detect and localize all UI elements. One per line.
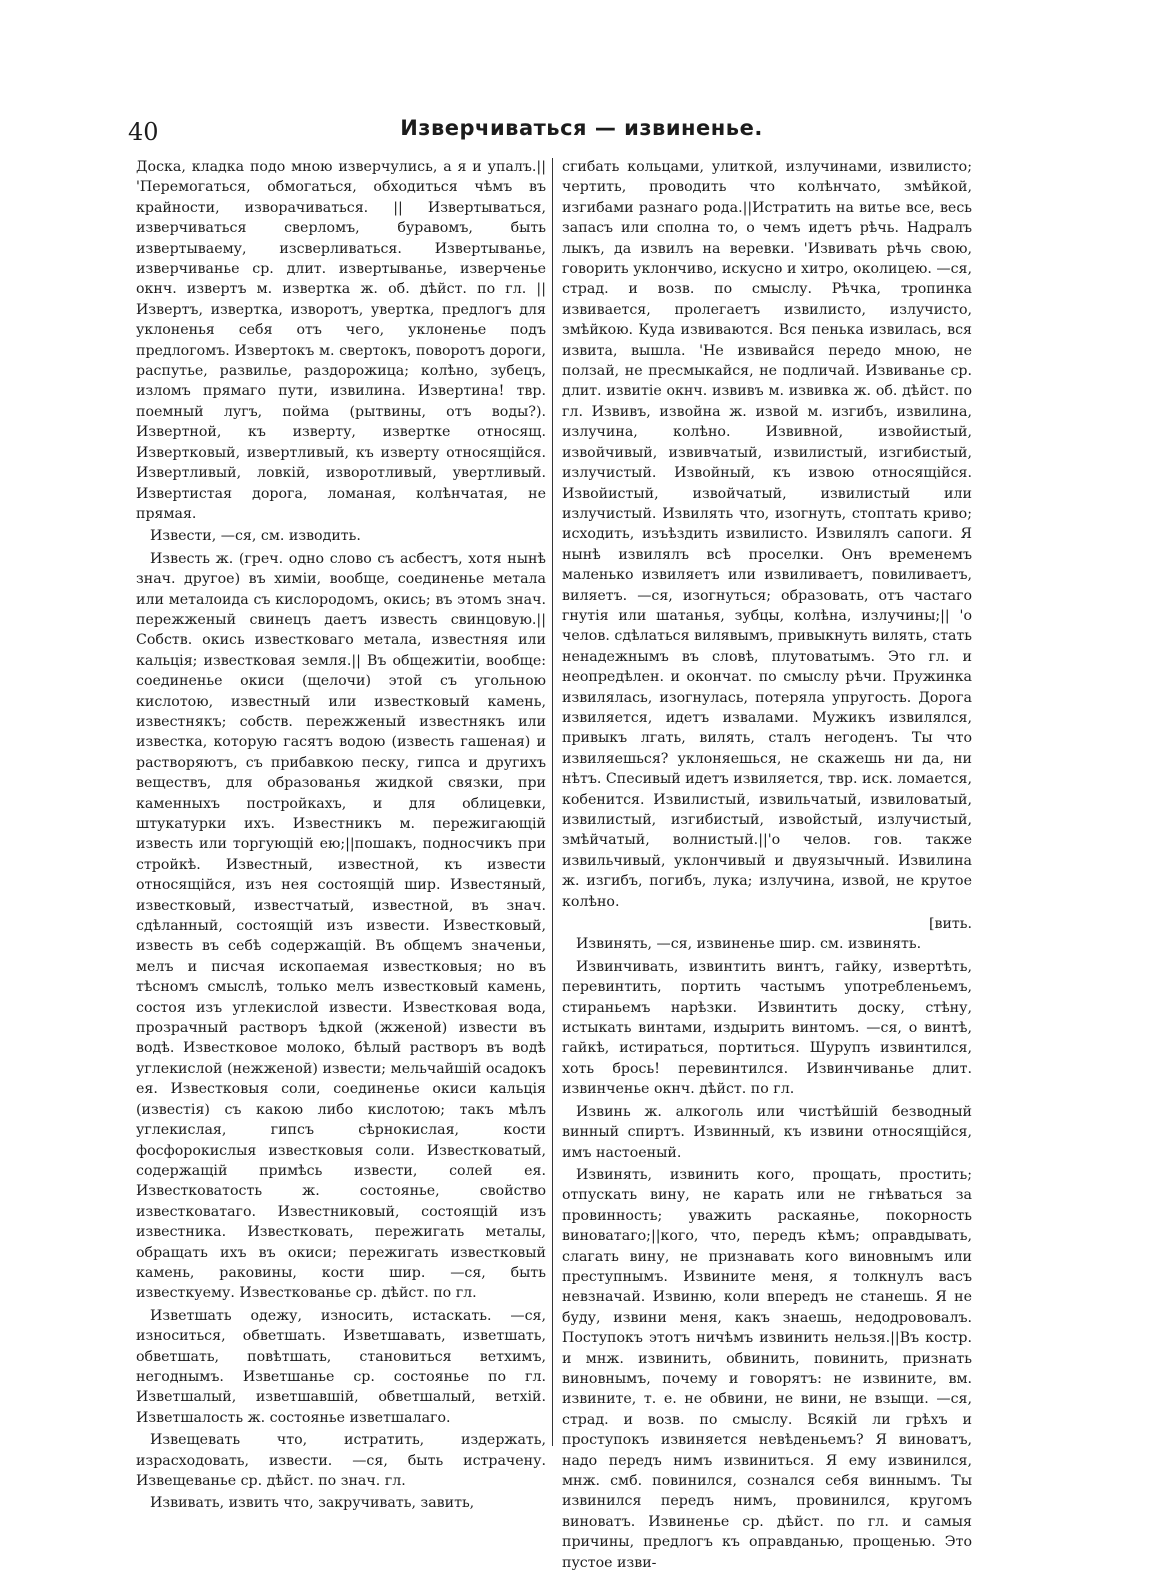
- entry-izvinyat: Извинять, извинить кого, прощать, простить; отпускать вину, не карать или не гнѣваться за провинность; уважить раскаянье, покорность виноватаго;||кого, что, передъ кѣмъ; оправдывать, слагать вину, не признавать кого виновнымъ или преступнымъ. Извините меня, я толкнулъ васъ невзначай. Извиню, коли впередъ не станешь. Я не буду, извини меня, какъ знаешь, недодрововалъ. Поступокъ этотъ ничѣмъ извинить нельзя.||Въ костр. и мнж. извинить, обвинить, повинить, признать виновнымъ, почему и говорятъ: не извините, вм. извините, т. е. не обвини, не вини, не взыщи. —ся, страд. и возв. по смыслу. Всякій ли грѣхъ и проступокъ извиняется невѣденьемъ? Я виноватъ, надо передъ нимъ извиниться. Я ему извинился, мнж. смб. повинился, сознался себя виннымъ. Ты извинился передъ нимъ, провинился, кругомъ виноватъ. Извиненье ср. дѣйст. по гл. и самыя причины, предлогъ къ оправданью, прощенью. Это пустое изви-: [562, 1166, 972, 1571]
- left-column: [136, 157, 546, 1512]
- entry-izvesti: Извести, —ся, см. изводить.: [150, 528, 361, 545]
- entry-izvetshat: Изветшать одежу, износить, истаскать. —ся, износиться, обветшать. Изветшавать, изветшать, обветшать, повѣтшать, становиться ветхимъ, негоднымъ. Изветшанье ср. состоянье по гл. Изветшалый, изветшавшій, обветшалый, ветхій. Изветшалость ж. состоянье изветшалаго.: [136, 1307, 546, 1426]
- entry-izvest: Известь ж. (греч. одно слово съ асбестъ, хотя нынѣ знач. другое) въ химіи, вообще, соединенье метала или металоида съ кислородомъ, окись; въ этомъ знач. пережженый свинецъ даетъ известь свинцовую.||Собств. окись известковаго метала, известняя или кальція; известковая земля.|| Въ общежитіи, вообще: соединенье окиси (щелочи) этой съ угольною кислотою, известный или известковый камень, известнякъ; собств. пережженый известнякъ или известка, которую гасятъ водою (известь гашеная) и растворяютъ, съ прибавкою песку, гипса и другихъ веществъ, для образованья жидкой связки, при каменныхъ постройкахъ, и для облицевки, штукатурки ихъ. Известникъ м. пережигающій известь или торгующій ею;||пошакъ, подносчикъ при стройкѣ. Известный, известной, къ извести относящійся, изъ нея состоящій шир. Известяный, известковый, известчатый, известной, въ знач. сдѣланный, состоящій изъ извести. Известковый, известь въ себѣ содержащій. Въ общемъ значеньи, мелъ и писчая ископаемая известковыя; но въ тѣсномъ смыслѣ, только мелъ известковый камень, состоя изъ углекислой извести. Известковая вода, прозрачный растворъ ѣдкой (жженой) извести въ водѣ. Известковое молоко, бѣлый растворъ въ водѣ углекислой (нежженой) извести; мельчайшій осадокъ ея. Известковыя соли, соединенье окиси кальція (известія) съ какою либо кислотою; такъ мѣлъ углекислая, гипсъ сѣрнокислая, кости фосфорокислыя известковыя соли. Известковатый, содержащій примѣсь извести, солей ея. Известковатость ж. состоянье, свойство известковатаго. Известниковый, состоящій изъ известника. Известковать, пережигать металы, обращать ихъ въ окиси; пережигать известковый камень, раковины, кости шир. —ся, быть известкуему. Известкованье ср. дѣйст. по гл.: [136, 550, 546, 1302]
- right-column: [562, 157, 972, 1571]
- entry-izvinyat-ref: Извинять, —ся, извиненье шир. см. извинять.: [576, 936, 922, 953]
- entry-izvinchivat: Извинчивать, извинтить винтъ, гайку, извертѣть, перевинтить, портить частымъ употребленьемъ, стираньемъ нарѣзки. Извинтить доску, стѣну, истыкать винтами, издырить винтомъ. —ся, о винтѣ, гайкѣ, истираться, портиться. Шурупъ извинтился, хоть брось! перевинтился. Извинчиванье длит. извинченье окнч. дѣйст. по гл.: [562, 958, 972, 1098]
- entry-izvertyvatsya: Доска, кладка подо мною изверчулись, а я и упалъ.|| 'Перемогаться, обмогаться, обходиться чѣмъ въ крайности, изворачиваться. || Извертываться, изверчиваться сверломъ, буравомъ, быть извертываему, изсверливаться. Извертыванье, изверчиванье ср. длит. извертыванье, изверченье окнч. извертъ м. извертка ж. об. дѣйст. по гл. || Извертъ, извертка, изворотъ, увертка, предлогъ для уклоненья себя отъ чего, уклоненье подъ предлогомъ. Извертокъ м. свертокъ, поворотъ дороги, распутье, развилье, раздорожица; колѣно, зубецъ, изломъ прямаго пути, извилина. Извертина! твр. поемный лугъ, пойма (рытвины, отъ воды?). Извертной, къ изверту, извертке относящ. Извертковый, извертливый, къ изверту относящійся. Извертливый, ловкій, изворотливый, увертливый. Извертистая дорога, ломаная, колѣнчатая, не прямая.: [136, 159, 546, 522]
- page-number: 40: [128, 118, 159, 146]
- entry-izveshchevat: Извещевать что, истратить, издержать, израсходовать, извести. —ся, быть истрачену. Извещеванье ср. дѣйст. по знач. гл.: [136, 1432, 546, 1489]
- entry-izvivat-cont: сгибать кольцами, улиткой, излучинами, извилисто; чертить, проводить что колѣнчато, змѣйкой, изгибами разнаго рода.||Истратить на витье все, весь запасъ или сполна то, о чемъ идетъ рѣчь. Надралъ лыкъ, да извилъ на веревки. 'Извивать рѣчь свою, говорить уклончиво, искусно и хитро, околицею. —ся, страд. и возв. по смыслу. Рѣчка, тропинка извивается, пролегаетъ извилисто, излучисто, змѣйкою. Куда извиваются. Вся пенька извилась, вся извита, вышла. 'Не извивайся передо мною, не ползай, не пресмыкайся, не подличай. Извиванье ср. длит. извитіе окнч. извивъ м. извивка ж. об. дѣйст. по гл. Извивъ, извойна ж. извой м. изгибъ, извилина, излучина, колѣно. Извивной, извойистый, извойчивый, извивчатый, извилистый, изгибистый, излучистый. Извойный, къ извою относящійся. Извойистый, извойчатый, извилистый или излучистый. Извилять что, изогнуть, стоптать криво; исходить, изъѣздить извилисто. Извилялъ сапоги. Я нынѣ извилялъ всѣ проселки. Онъ временемъ маленько извиляетъ или извиливаетъ, повиливаетъ, виляетъ. —ся, изогнуться; образовать, отъ частаго гнутія или шатанья, зубцы, колѣна, излучины;|| 'о челов. сдѣлаться вилявымъ, привыкнуть вилять, стать ненадежнымъ въ словѣ, плутоватымъ. Это гл. и неопредѣлен. и окончат. по смыслу рѣчи. Пружинка извилялась, изогнулась, потеряла упругость. Дорога извиляется, идетъ извалами. Мужикъ извилялся, привыкъ лгать, вилять, сталъ негоденъ. Ты что извиляешься? уклоняешься, не скажешь ни да, ни нѣтъ. Спесивый идетъ извиляется, твр. иск. ломается, кобенится. Извилистый, извильчатый, извиловатый, извилистый, изгибистый, извойстый, излучистый, змѣйчатый, волнистый.||'о челов. гов. также извильчивый, уклончивый и двуязычный. Извилина ж. изгибъ, погибъ, лука; излучина, извой, не крутое колѣно.: [562, 159, 972, 910]
- running-title: Изверчиваться — извиненье.: [400, 116, 763, 140]
- entry-izvin: Извинь ж. алкоголь или чистѣйшій безводный винный спиртъ. Извинный, къ извини относящійся, имъ настоеный.: [562, 1103, 972, 1161]
- entry-izvivat: Извивать, извить что, закручивать, завить,: [150, 1495, 475, 1512]
- entry-tail: [вить.: [928, 916, 972, 933]
- column-divider: [552, 158, 553, 1446]
